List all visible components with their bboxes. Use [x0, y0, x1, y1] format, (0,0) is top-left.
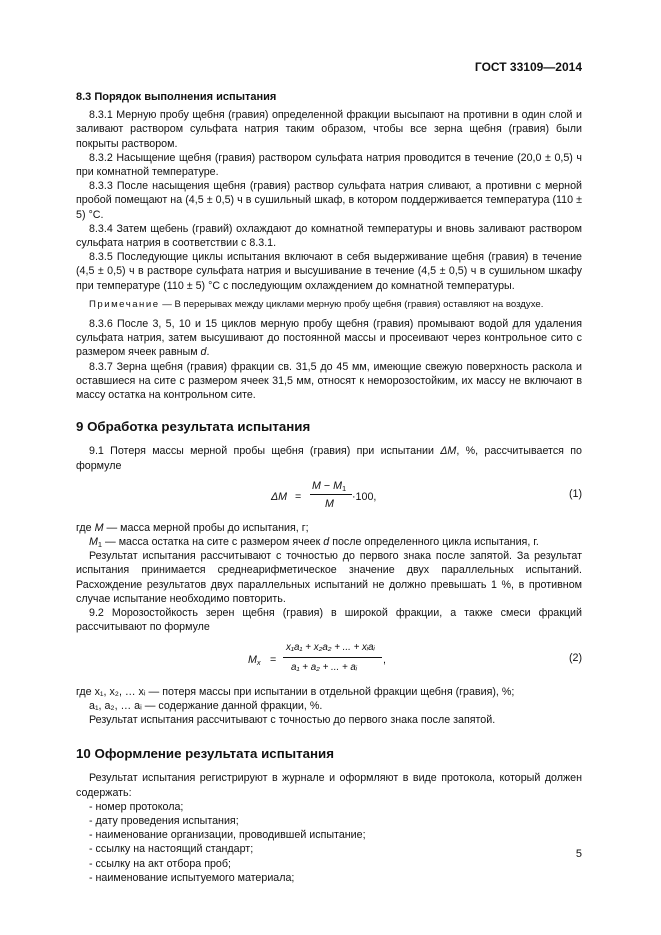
list-item: - дату проведения испытания; [89, 814, 239, 827]
formula-2-numerator: x₁a₁ + x₂a₂ + ... + xᵢaᵢ [286, 641, 375, 653]
formula-1-multiplier: ·100, [352, 490, 377, 503]
paragraph-8-3-1: 8.3.1 Мерную пробу щебня (гравия) определенной фракции высыпают на противни в один слой и заливают раствором сульфата натрия таким образом, чтобы все зерна щебня (гравия) были покрыты раствором. [76, 109, 582, 150]
formula-1-denominator: M [325, 497, 334, 510]
paragraph-9-1-result: Результат испытания рассчитывают с точностью до первого знака после запятой. За результат испытания принимается среднеарифметическое значение двух параллельных испытаний. Расхождение результатов двух параллельных испытаний не должно превышать 1 %, в противном случае испытание необходимо повторить. [76, 550, 582, 605]
paragraph-8-3-2: 8.3.2 Насыщение щебня (гравия) раствором сульфата натрия проводится в течение (20,0 ± 0,5) ч при комнатной температуре. [76, 151, 582, 179]
list-item: - наименование организации, проводившей испытание; [89, 829, 366, 842]
formula-2-eq: = [270, 653, 277, 666]
definition-m: где M — масса мерной пробы до испытания, г; [76, 521, 309, 534]
paragraph-8-3-4: 8.3.4 Затем щебень (гравий) охлаждают до комнатной температуры и вновь заливают раствором сульфата натрия в соответствии с 8.3.1. [76, 222, 582, 250]
formula-1-number: (1) [568, 487, 582, 500]
formula-2-tail: , [383, 653, 386, 666]
paragraph-8-3-6-end: . [206, 346, 210, 359]
formula-1-definitions [76, 521, 582, 549]
formula-2 [76, 639, 582, 681]
section-10-title: 10 Оформление результата испытания [76, 746, 334, 762]
formula-2-lhs: $M_x$ [248, 653, 261, 667]
list-item: - номер протокола; [89, 800, 184, 813]
paragraph-8-3-6 [76, 317, 582, 360]
definition-x: где x₁, x₂, … xᵢ — потеря массы при испытании в отдельной фракции щебня (гравия), %; [76, 685, 515, 698]
paragraph-9-2-result: Результат испытания рассчитывают с точностью до первого знака после запятой. [89, 713, 496, 726]
section-9-title: 9 Обработка результата испытания [76, 419, 311, 435]
formula-2-definitions [76, 685, 582, 713]
definition-a: a₁, a₂, … aᵢ — содержание данной фракции, %. [89, 699, 323, 712]
section-8-3-title: 8.3 Порядок выполнения испытания [76, 91, 277, 103]
formula-1-fraction-line [310, 494, 352, 495]
paragraph-9-1 [76, 444, 582, 472]
formula-1-numerator: $M - M_1$ [312, 479, 347, 493]
paragraph-9-1-b: , %, рассчитывается по формуле [76, 445, 582, 472]
document-code: ГОСТ 33109—2014 [474, 60, 582, 74]
paragraph-9-1-var: ΔM [440, 445, 457, 458]
note [76, 298, 582, 312]
paragraph-10-intro: Результат испытания регистрируют в журнале и оформляют в виде протокола, который должен содержать: [76, 772, 582, 799]
paragraph-9-2: 9.2 Морозостойкость зерен щебня (гравия) в широкой фракции, а также смеси фракций рассчитывают по формуле [76, 607, 582, 634]
formula-2-number: (2) [568, 651, 582, 664]
paragraph-8-3-7: 8.3.7 Зерна щебня (гравия) фракции св. 31,5 до 45 мм, имеющие свежую поверхность раскола и оставшиеся на сите с размером ячеек 31,5 мм, относят к неморозостойким, их массу не включают в массу остатка на контрольном сите. [76, 360, 582, 402]
paragraph-8-3-6-text: 8.3.6 После 3, 5, 10 и 15 циклов мерную пробу щебня (гравия) промывают водой для удаления сульфата натрия, затем высушивают до постоянной массы и просеивают через контрольное сито с размером ячеек равным [76, 318, 582, 359]
note-text: — В перерывах между циклами мерную пробу щебня (гравия) оставляют на воздухе. [159, 298, 544, 310]
formula-1 [76, 477, 582, 517]
list-item: - наименование испытуемого материала; [89, 871, 295, 884]
paragraph-8-3-3: 8.3.3 После насыщения щебня (гравия) раствор сульфата натрия сливают, а противни с мерной пробой помещают на (4,5 ± 0,5) ч в сушильный шкаф, в котором поддерживается температура (110 ± 5) °С. [76, 180, 582, 221]
note-label: Примечание [89, 298, 160, 310]
list-item: - ссылку на акт отбора проб; [89, 857, 231, 870]
page-number: 5 [575, 848, 582, 860]
paragraph-8-3-5: 8.3.5 Последующие циклы испытания включают в себя выдерживание щебня (гравия) в течение (4,5 ± 0,5) ч в растворе сульфата натрия и высушивание в течение (4,5 ± 0,5) ч в сушильном шкафу при температуре (110 ± 5) °С с последующим охлаждением до комнатной температуры. [76, 251, 582, 292]
formula-2-denominator: a₁ + a₂ + ... + aᵢ [291, 661, 358, 673]
formula-1-lhs: ΔM [271, 490, 288, 503]
paragraph-9-1-a: 9.1 Потеря массы мерной пробы щебня (гравия) при испытании [89, 445, 441, 458]
page-content [76, 84, 582, 885]
paragraph-8-3-6-var: d [200, 346, 207, 359]
formula-1-eq: = [295, 490, 302, 503]
list-item: - ссылку на настоящий стандарт; [89, 843, 254, 856]
formula-2-fraction-line [283, 657, 382, 658]
protocol-contents-list [76, 800, 582, 885]
definition-m1: $M_1$ — масса остатка на сите с размером ячеек d после определенного цикла испытания, г. [89, 536, 539, 550]
